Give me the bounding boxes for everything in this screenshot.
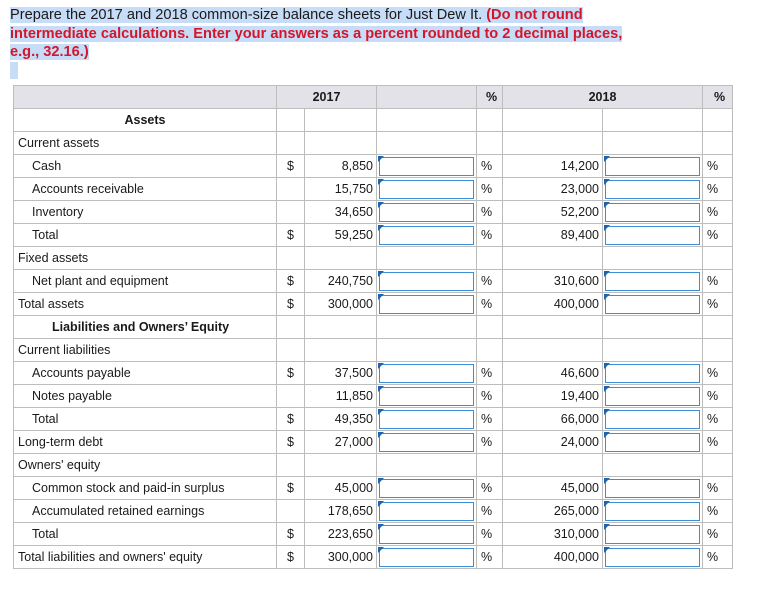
row-label: Total bbox=[14, 408, 277, 431]
pct-2018-cell bbox=[603, 523, 703, 546]
pct-sign: % bbox=[703, 224, 733, 247]
dollar-sign: $ bbox=[277, 523, 305, 546]
inventory-pct-2018-input[interactable] bbox=[605, 203, 700, 222]
dollar-sign: $ bbox=[277, 408, 305, 431]
common-stock-pct-2017-input[interactable] bbox=[379, 479, 474, 498]
value-2017: 11,850 bbox=[305, 385, 377, 408]
pct-2018-cell bbox=[603, 201, 703, 224]
pct-2017-cell bbox=[377, 362, 477, 385]
notes-payable-pct-2018-input[interactable] bbox=[605, 387, 700, 406]
dollar-sign: $ bbox=[277, 477, 305, 500]
cash-pct-2017-input[interactable] bbox=[379, 157, 474, 176]
receivables-pct-2018-input[interactable] bbox=[605, 180, 700, 199]
pct-sign: % bbox=[477, 293, 503, 316]
pct-sign: % bbox=[477, 500, 503, 523]
pct-sign: % bbox=[477, 477, 503, 500]
table-row bbox=[14, 362, 733, 385]
dollar-sign: $ bbox=[277, 546, 305, 569]
dollar-sign: $ bbox=[277, 293, 305, 316]
value-2018: 23,000 bbox=[503, 178, 603, 201]
pct-2018-cell bbox=[603, 224, 703, 247]
pct-2018-cell bbox=[603, 362, 703, 385]
equity-total-pct-2018-input[interactable] bbox=[605, 525, 700, 544]
pct-2017-cell bbox=[377, 201, 477, 224]
pct-2017-cell bbox=[377, 431, 477, 454]
table-row bbox=[14, 201, 733, 224]
notes-payable-pct-2017-input[interactable] bbox=[379, 387, 474, 406]
common-stock-pct-2018-input[interactable] bbox=[605, 479, 700, 498]
pct-2017-cell bbox=[377, 477, 477, 500]
header-blank-2017-input bbox=[377, 86, 477, 109]
pct-sign: % bbox=[703, 362, 733, 385]
value-2017: 178,650 bbox=[305, 500, 377, 523]
value-2017: 59,250 bbox=[305, 224, 377, 247]
row-label: Common stock and paid-in surplus bbox=[14, 477, 277, 500]
table-row bbox=[14, 178, 733, 201]
pct-2017-cell bbox=[377, 270, 477, 293]
pct-2018-cell bbox=[603, 293, 703, 316]
dollar-sign: $ bbox=[277, 224, 305, 247]
header-row bbox=[14, 86, 733, 109]
pct-2017-cell bbox=[377, 293, 477, 316]
header-2017: 2017 bbox=[277, 86, 377, 109]
pct-sign: % bbox=[477, 178, 503, 201]
dollar-sign: $ bbox=[277, 270, 305, 293]
value-2018: 400,000 bbox=[503, 293, 603, 316]
equity-total-pct-2017-input[interactable] bbox=[379, 525, 474, 544]
table-row bbox=[14, 385, 733, 408]
current-liabilities-heading: Current liabilities bbox=[14, 339, 277, 362]
pct-sign: % bbox=[703, 523, 733, 546]
pct-sign: % bbox=[703, 293, 733, 316]
pct-2017-cell bbox=[377, 385, 477, 408]
table-row bbox=[14, 293, 733, 316]
long-term-debt-pct-2018-input[interactable] bbox=[605, 433, 700, 452]
pct-sign: % bbox=[477, 224, 503, 247]
value-2018: 310,000 bbox=[503, 523, 603, 546]
current-assets-heading: Current assets bbox=[14, 132, 277, 155]
total-liabilities-equity-pct-2018-input[interactable] bbox=[605, 548, 700, 567]
table-row bbox=[14, 270, 733, 293]
pct-2017-cell bbox=[377, 546, 477, 569]
row-label: Accounts payable bbox=[14, 362, 277, 385]
inventory-pct-2017-input[interactable] bbox=[379, 203, 474, 222]
net-plant-pct-2017-input[interactable] bbox=[379, 272, 474, 291]
pct-2017-cell bbox=[377, 224, 477, 247]
value-2017: 49,350 bbox=[305, 408, 377, 431]
value-2018: 19,400 bbox=[503, 385, 603, 408]
pct-2018-cell bbox=[603, 408, 703, 431]
row-label: Accounts receivable bbox=[14, 178, 277, 201]
value-2018: 52,200 bbox=[503, 201, 603, 224]
total-assets-pct-2017-input[interactable] bbox=[379, 295, 474, 314]
assets-heading: Assets bbox=[14, 109, 277, 132]
row-label: Total bbox=[14, 224, 277, 247]
row-label: Net plant and equipment bbox=[14, 270, 277, 293]
row-label: Inventory bbox=[14, 201, 277, 224]
pct-2017-cell bbox=[377, 408, 477, 431]
section-row bbox=[14, 109, 733, 132]
value-2018: 89,400 bbox=[503, 224, 603, 247]
pct-sign: % bbox=[703, 155, 733, 178]
accounts-payable-pct-2017-input[interactable] bbox=[379, 364, 474, 383]
value-2017: 300,000 bbox=[305, 546, 377, 569]
value-2018: 45,000 bbox=[503, 477, 603, 500]
value-2018: 24,000 bbox=[503, 431, 603, 454]
section-row bbox=[14, 132, 733, 155]
table-row bbox=[14, 155, 733, 178]
pct-sign: % bbox=[703, 178, 733, 201]
row-label: Total bbox=[14, 523, 277, 546]
pct-sign: % bbox=[477, 431, 503, 454]
pct-sign: % bbox=[703, 408, 733, 431]
owners-equity-heading: Owners' equity bbox=[14, 454, 277, 477]
header-pct-2017: % bbox=[477, 86, 503, 109]
pct-sign: % bbox=[703, 500, 733, 523]
receivables-pct-2017-input[interactable] bbox=[379, 180, 474, 199]
pct-2018-cell bbox=[603, 178, 703, 201]
dollar-sign bbox=[277, 500, 305, 523]
pct-sign: % bbox=[703, 477, 733, 500]
value-2018: 66,000 bbox=[503, 408, 603, 431]
section-row bbox=[14, 316, 733, 339]
pct-2017-cell bbox=[377, 523, 477, 546]
table-row bbox=[14, 224, 733, 247]
pct-sign: % bbox=[477, 523, 503, 546]
pct-sign: % bbox=[477, 270, 503, 293]
pct-2018-cell bbox=[603, 546, 703, 569]
text-cursor bbox=[10, 62, 18, 79]
pct-2018-cell bbox=[603, 270, 703, 293]
value-2017: 240,750 bbox=[305, 270, 377, 293]
current-liabilities-total-pct-2017-input[interactable] bbox=[379, 410, 474, 429]
value-2017: 15,750 bbox=[305, 178, 377, 201]
liabilities-equity-heading: Liabilities and Owners’ Equity bbox=[14, 316, 277, 339]
instruction-note: (Do not round intermediate calculations. Enter your answers as a percent rounded to 2 decimal places, e.g., 32.16.) bbox=[10, 7, 623, 61]
table-row bbox=[14, 546, 733, 569]
cash-pct-2018-input[interactable] bbox=[605, 157, 700, 176]
pct-sign: % bbox=[477, 385, 503, 408]
pct-2018-cell bbox=[603, 431, 703, 454]
net-plant-pct-2018-input[interactable] bbox=[605, 272, 700, 291]
dollar-sign bbox=[277, 201, 305, 224]
value-2018: 310,600 bbox=[503, 270, 603, 293]
table-row bbox=[14, 431, 733, 454]
pct-sign: % bbox=[703, 431, 733, 454]
pct-sign: % bbox=[703, 270, 733, 293]
pct-2018-cell bbox=[603, 477, 703, 500]
pct-2018-cell bbox=[603, 155, 703, 178]
pct-2017-cell bbox=[377, 500, 477, 523]
value-2017: 300,000 bbox=[305, 293, 377, 316]
value-2017: 37,500 bbox=[305, 362, 377, 385]
pct-sign: % bbox=[703, 385, 733, 408]
value-2018: 400,000 bbox=[503, 546, 603, 569]
dollar-sign: $ bbox=[277, 362, 305, 385]
pct-sign: % bbox=[477, 155, 503, 178]
value-2017: 223,650 bbox=[305, 523, 377, 546]
table-row bbox=[14, 523, 733, 546]
total-assets-pct-2018-input[interactable] bbox=[605, 295, 700, 314]
value-2018: 265,000 bbox=[503, 500, 603, 523]
value-2018: 14,200 bbox=[503, 155, 603, 178]
table-row bbox=[14, 500, 733, 523]
balance-sheet-table bbox=[13, 85, 733, 569]
pct-sign: % bbox=[477, 362, 503, 385]
table-row bbox=[14, 477, 733, 500]
accounts-payable-pct-2018-input[interactable] bbox=[605, 364, 700, 383]
pct-sign: % bbox=[477, 201, 503, 224]
row-label: Notes payable bbox=[14, 385, 277, 408]
pct-2017-cell bbox=[377, 178, 477, 201]
instructions bbox=[10, 6, 636, 62]
header-2018: 2018 bbox=[503, 86, 703, 109]
pct-sign: % bbox=[477, 546, 503, 569]
long-term-debt-pct-2017-input[interactable] bbox=[379, 433, 474, 452]
value-2017: 45,000 bbox=[305, 477, 377, 500]
section-row bbox=[14, 247, 733, 270]
dollar-sign: $ bbox=[277, 155, 305, 178]
pct-2017-cell bbox=[377, 155, 477, 178]
row-label: Accumulated retained earnings bbox=[14, 500, 277, 523]
row-label: Cash bbox=[14, 155, 277, 178]
header-pct-2018: % bbox=[703, 86, 733, 109]
dollar-sign bbox=[277, 385, 305, 408]
value-2017: 34,650 bbox=[305, 201, 377, 224]
retained-earnings-pct-2017-input[interactable] bbox=[379, 502, 474, 521]
value-2017: 8,850 bbox=[305, 155, 377, 178]
current-assets-total-pct-2018-input[interactable] bbox=[605, 226, 700, 245]
value-2017: 27,000 bbox=[305, 431, 377, 454]
header-blank bbox=[14, 86, 277, 109]
row-label: Long-term debt bbox=[14, 431, 277, 454]
pct-2018-cell bbox=[603, 385, 703, 408]
current-liabilities-total-pct-2018-input[interactable] bbox=[605, 410, 700, 429]
pct-sign: % bbox=[477, 408, 503, 431]
pct-sign: % bbox=[703, 201, 733, 224]
section-row bbox=[14, 339, 733, 362]
retained-earnings-pct-2018-input[interactable] bbox=[605, 502, 700, 521]
row-label: Total assets bbox=[14, 293, 277, 316]
instruction-lead: Prepare the 2017 and 2018 common-size balance sheets for Just Dew It. bbox=[10, 7, 487, 23]
table-row bbox=[14, 408, 733, 431]
pct-2018-cell bbox=[603, 500, 703, 523]
current-assets-total-pct-2017-input[interactable] bbox=[379, 226, 474, 245]
section-row bbox=[14, 454, 733, 477]
fixed-assets-heading: Fixed assets bbox=[14, 247, 277, 270]
dollar-sign bbox=[277, 178, 305, 201]
value-2018: 46,600 bbox=[503, 362, 603, 385]
row-label: Total liabilities and owners' equity bbox=[14, 546, 277, 569]
total-liabilities-equity-pct-2017-input[interactable] bbox=[379, 548, 474, 567]
dollar-sign: $ bbox=[277, 431, 305, 454]
pct-sign: % bbox=[703, 546, 733, 569]
